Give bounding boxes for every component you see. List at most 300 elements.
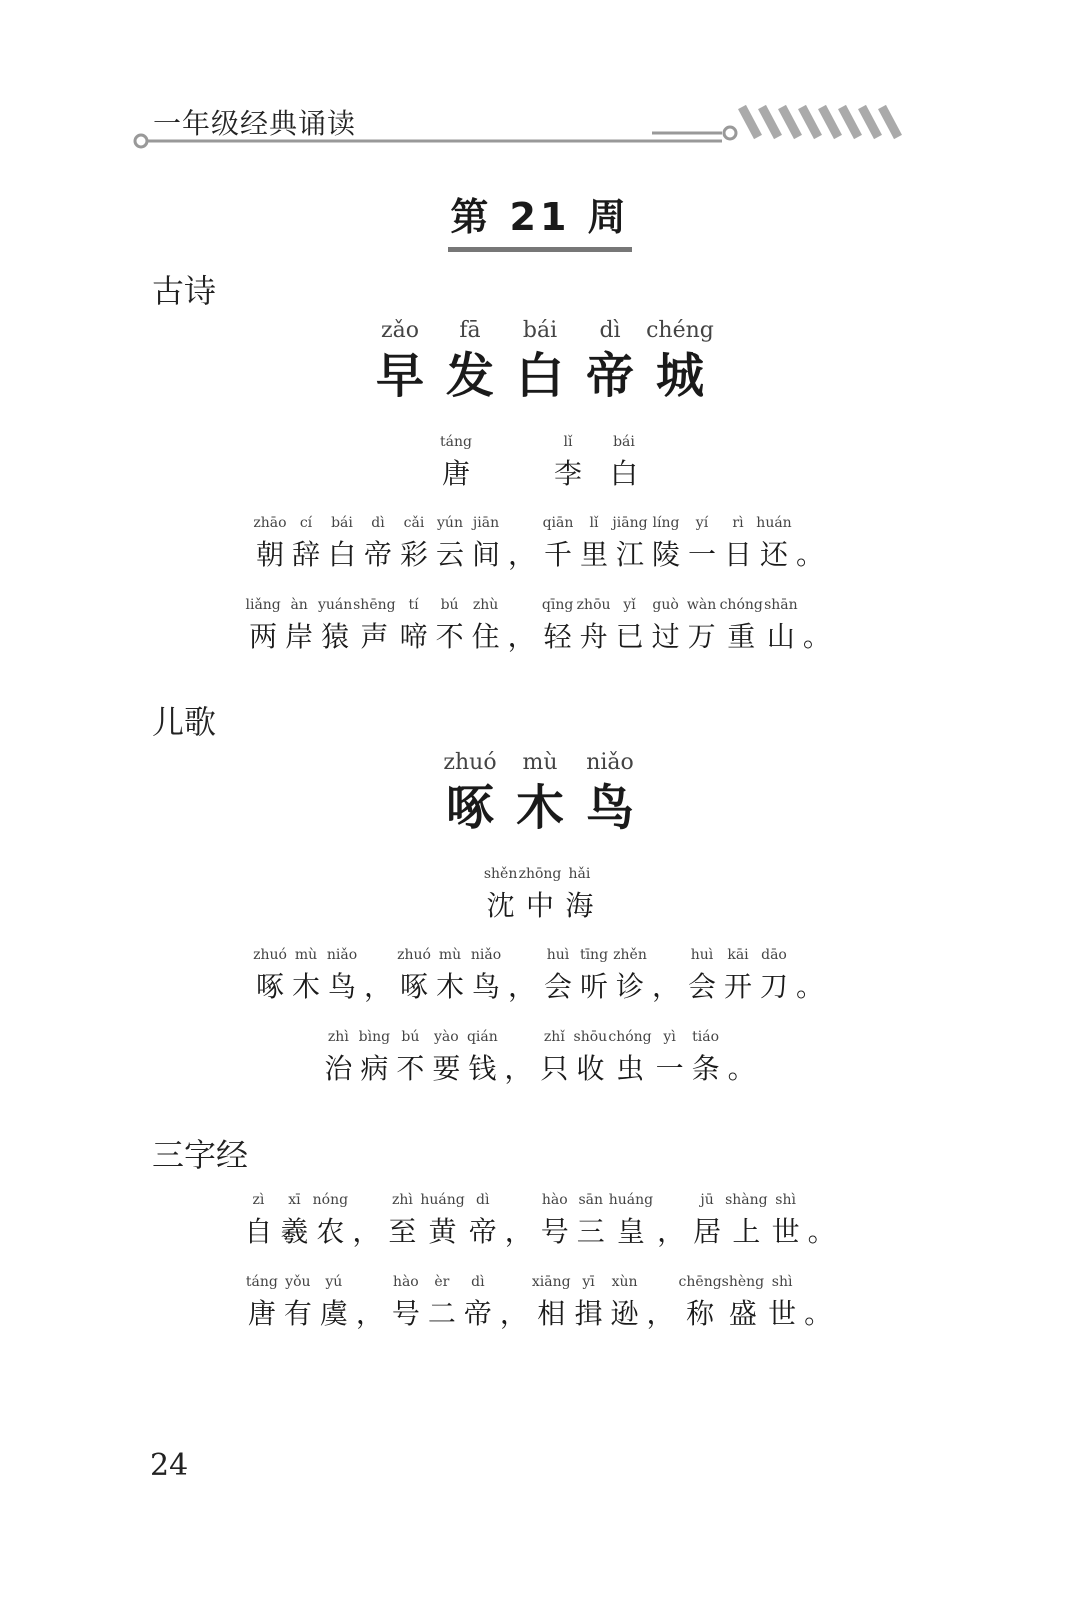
punctuation-mark: ， (355, 1297, 384, 1330)
punctuation-mark: ， (363, 970, 392, 1003)
hanzi: 山 (766, 620, 795, 653)
hanzi: 诊 (615, 970, 644, 1003)
punctuation (799, 597, 835, 655)
hanzi: 上 (732, 1215, 761, 1248)
hanzi: 听 (579, 970, 608, 1003)
character-cell (612, 947, 648, 1005)
pinyin: wàn (686, 597, 717, 613)
pinyin: qiān (542, 515, 574, 531)
pinyin: xiāng (531, 1274, 571, 1290)
hanzi: 称 (686, 1297, 715, 1330)
pinyin: shěn (483, 866, 518, 882)
hanzi: 盛 (728, 1297, 757, 1330)
character-cell (428, 1029, 464, 1087)
hanzi: 舟 (579, 620, 608, 653)
hanzi: 至 (388, 1215, 417, 1248)
hanzi: 声 (360, 620, 389, 653)
character-cell (540, 597, 576, 655)
hanzi: 发 (445, 348, 494, 404)
hanzi: 千 (543, 538, 572, 571)
punctuation-mark: ， (499, 1297, 528, 1330)
pinyin: yǒu (285, 1274, 311, 1290)
hanzi: 早 (375, 348, 424, 404)
character-cell (505, 318, 575, 404)
punctuation (504, 515, 540, 573)
pinyin: fā (459, 318, 481, 343)
character-cell (244, 1274, 280, 1332)
pinyin: yún (437, 515, 463, 531)
classic-line-1 (0, 1192, 1080, 1250)
hanzi: 还 (759, 538, 788, 571)
pinyin: sān (578, 1192, 604, 1208)
character-cell (571, 1274, 607, 1332)
pinyin: hào (392, 1274, 419, 1290)
character-cell (532, 1274, 571, 1332)
character-cell (756, 947, 792, 1005)
character-cell (465, 1192, 501, 1250)
hanzi: 间 (471, 538, 500, 571)
page-number: 24 (150, 1448, 189, 1483)
pinyin: àn (290, 597, 308, 613)
character-cell (432, 597, 468, 655)
pinyin: bái (331, 515, 353, 531)
character-cell (468, 515, 504, 573)
character-cell (316, 1274, 352, 1332)
character-cell (468, 947, 504, 1005)
hanzi: 唐 (247, 1297, 276, 1330)
punctuation (360, 947, 396, 1005)
pinyin: jiān (472, 515, 500, 531)
pinyin: lǐ (563, 434, 573, 450)
character-cell (607, 1274, 643, 1332)
character-cell (684, 515, 720, 573)
character-cell (679, 1274, 722, 1332)
hanzi: 李 (553, 457, 582, 490)
hanzi: 不 (435, 620, 464, 653)
hanzi: 收 (576, 1052, 605, 1085)
character-cell (612, 515, 648, 573)
character-cell (432, 515, 468, 573)
punctuation-mark: 。 (795, 538, 824, 571)
punctuation-mark: 。 (727, 1052, 756, 1085)
pinyin: yuán (317, 597, 353, 613)
character-cell (720, 515, 756, 573)
pinyin: tiáo (692, 1029, 720, 1045)
hanzi: 陵 (651, 538, 680, 571)
song-line-2 (0, 1029, 1080, 1087)
character-cell (575, 750, 645, 836)
character-cell (356, 1029, 392, 1087)
character-cell (240, 1192, 276, 1250)
character-cell (324, 947, 360, 1005)
pinyin: chóng (719, 597, 763, 613)
pinyin: qián (466, 1029, 498, 1045)
hanzi: 帝 (585, 348, 634, 404)
pinyin: zhuó (253, 947, 287, 963)
pinyin: huì (690, 947, 714, 963)
character-cell (540, 434, 596, 492)
pinyin: cí (299, 515, 313, 531)
pinyin: shàng (725, 1192, 768, 1208)
section-label-poem: 古诗 (152, 272, 217, 310)
character-cell (722, 1274, 764, 1332)
character-cell (353, 597, 395, 655)
character-cell (317, 597, 353, 655)
pinyin: tí (408, 597, 419, 613)
character-cell (324, 515, 360, 573)
punctuation-mark: ， (507, 620, 536, 653)
pinyin: xī (288, 1192, 301, 1208)
character-cell (540, 947, 576, 1005)
character-cell (612, 597, 648, 655)
punctuation (653, 1192, 689, 1250)
hanzi: 要 (432, 1052, 461, 1085)
hanzi: 沈 (486, 889, 515, 922)
hanzi: 不 (396, 1052, 425, 1085)
character-cell (756, 515, 792, 573)
hanzi: 木 (291, 970, 320, 1003)
pinyin: niǎo (326, 947, 358, 963)
character-cell (536, 1029, 572, 1087)
pinyin: chóng (608, 1029, 652, 1045)
punctuation-mark: 。 (795, 970, 824, 1003)
week-title: 第 21 周 (448, 186, 631, 252)
hanzi: 帝 (363, 538, 392, 571)
pinyin: zǎo (381, 318, 419, 343)
section-label-classic: 三字经 (152, 1136, 249, 1174)
hanzi: 虞 (319, 1297, 348, 1330)
pinyin: bìng (358, 1029, 391, 1045)
character-cell (609, 1192, 653, 1250)
character-cell (365, 318, 435, 404)
punctuation (643, 1274, 679, 1332)
character-cell (435, 318, 505, 404)
pinyin: chéng (646, 318, 714, 343)
pinyin: shōu (573, 1029, 608, 1045)
pinyin: xùn (611, 1274, 638, 1290)
pinyin: bú (440, 597, 459, 613)
hanzi: 鸟 (585, 780, 634, 836)
punctuation (724, 1029, 760, 1087)
pinyin: huáng (608, 1192, 654, 1208)
punctuation-mark: ， (651, 970, 680, 1003)
hanzi: 揖 (574, 1297, 603, 1330)
character-cell (420, 1192, 464, 1250)
pinyin: zhěn (613, 947, 647, 963)
pinyin: líng (652, 515, 680, 531)
character-cell (464, 1029, 500, 1087)
pinyin: guò (652, 597, 679, 613)
hanzi: 木 (515, 780, 564, 836)
hanzi: 帝 (468, 1215, 497, 1248)
hanzi: 轻 (543, 620, 572, 653)
pinyin: yú (325, 1274, 343, 1290)
character-cell (392, 1029, 428, 1087)
character-cell (576, 947, 612, 1005)
hanzi: 日 (723, 538, 752, 571)
punctuation (792, 947, 828, 1005)
pinyin: shì (771, 1274, 793, 1290)
character-cell (435, 750, 505, 836)
section-label-song: 儿歌 (152, 703, 217, 741)
hanzi: 已 (615, 620, 644, 653)
hanzi: 木 (435, 970, 464, 1003)
hanzi: 黄 (428, 1215, 457, 1248)
pinyin: shèng (721, 1274, 765, 1290)
pinyin: shì (775, 1192, 796, 1208)
pinyin: niǎo (470, 947, 502, 963)
pinyin: yì (663, 1029, 676, 1045)
character-cell (725, 1192, 768, 1250)
hanzi: 彩 (399, 538, 428, 571)
character-cell (424, 1274, 460, 1332)
character-cell (281, 597, 317, 655)
hanzi: 朝 (255, 538, 284, 571)
hanzi: 农 (316, 1215, 345, 1248)
character-cell (573, 1192, 609, 1250)
hanzi: 自 (244, 1215, 273, 1248)
hanzi: 中 (525, 889, 554, 922)
hanzi: 啄 (445, 780, 494, 836)
pinyin: zhāo (253, 515, 287, 531)
pinyin: mù (522, 750, 558, 775)
book-title: 一年级经典诵读 (153, 107, 357, 140)
character-cell (252, 947, 288, 1005)
hanzi: 条 (691, 1052, 720, 1085)
hanzi: 帝 (463, 1297, 492, 1330)
punctuation-mark: ， (504, 1052, 533, 1085)
character-cell (576, 515, 612, 573)
hanzi: 三 (576, 1215, 605, 1248)
hanzi: 啄 (255, 970, 284, 1003)
character-cell (688, 1029, 724, 1087)
pinyin: shēng (353, 597, 396, 613)
pinyin: kāi (727, 947, 749, 963)
hanzi: 世 (771, 1215, 800, 1248)
character-cell (388, 1274, 424, 1332)
pinyin: bú (401, 1029, 420, 1045)
character-cell (360, 515, 396, 573)
punctuation (352, 1274, 388, 1332)
punctuation (800, 1274, 836, 1332)
hanzi: 云 (435, 538, 464, 571)
pinyin: zhōng (518, 866, 562, 882)
character-cell (720, 947, 756, 1005)
pinyin: jū (700, 1192, 714, 1208)
hanzi: 城 (655, 348, 704, 404)
hanzi: 有 (283, 1297, 312, 1330)
pinyin: hǎi (568, 866, 591, 882)
pinyin: dì (471, 1274, 485, 1290)
punctuation (504, 947, 540, 1005)
character-cell (519, 866, 562, 924)
character-cell (537, 1192, 573, 1250)
pinyin: dì (371, 515, 385, 531)
pinyin: yào (434, 1029, 459, 1045)
character-cell (320, 1029, 356, 1087)
punctuation-mark: ， (352, 1215, 381, 1248)
character-cell (505, 750, 575, 836)
pinyin: dì (599, 318, 621, 343)
character-cell (396, 515, 432, 573)
punctuation (504, 597, 540, 655)
poem-title (0, 318, 1080, 404)
character-cell (245, 597, 281, 655)
pinyin: huán (756, 515, 792, 531)
character-cell (484, 434, 540, 492)
hanzi: 两 (249, 620, 278, 653)
character-cell (652, 1029, 688, 1087)
punctuation-mark: ， (507, 538, 536, 571)
hanzi: 虫 (615, 1052, 644, 1085)
hanzi: 住 (471, 620, 500, 653)
character-cell (720, 597, 763, 655)
character-cell (396, 947, 432, 1005)
punctuation (500, 1029, 536, 1087)
pinyin: zì (252, 1192, 265, 1208)
punctuation-mark: ， (657, 1215, 686, 1248)
pinyin: hào (541, 1192, 568, 1208)
character-cell (428, 434, 484, 492)
character-cell (608, 1029, 651, 1087)
pinyin: jiāng (612, 515, 648, 531)
page-header (0, 0, 1080, 160)
punctuation (792, 515, 828, 573)
pinyin: zhì (327, 1029, 349, 1045)
character-cell (645, 318, 715, 404)
poem-line-2 (0, 597, 1080, 655)
poem-author (0, 434, 1080, 492)
character-cell (763, 597, 799, 655)
hanzi: 重 (727, 620, 756, 653)
pinyin: tīng (579, 947, 609, 963)
character-cell (596, 434, 652, 492)
hanzi: 过 (651, 620, 680, 653)
punctuation (648, 947, 684, 1005)
character-cell (576, 597, 612, 655)
character-cell (288, 947, 324, 1005)
character-cell (648, 515, 684, 573)
song-author (0, 866, 1080, 924)
hanzi: 号 (540, 1215, 569, 1248)
character-cell (689, 1192, 725, 1250)
pinyin: yǐ (623, 597, 636, 613)
punctuation-mark: 。 (802, 620, 831, 653)
punctuation-mark: ， (504, 1215, 533, 1248)
pinyin: huì (546, 947, 570, 963)
pinyin: dì (476, 1192, 490, 1208)
pinyin: qīng (541, 597, 574, 613)
hanzi: 鸟 (327, 970, 356, 1003)
hanzi: 羲 (280, 1215, 309, 1248)
punctuation-mark: ， (507, 970, 536, 1003)
hanzi: 世 (768, 1297, 797, 1330)
punctuation (496, 1274, 532, 1332)
hanzi: 辞 (291, 538, 320, 571)
hanzi: 万 (687, 620, 716, 653)
punctuation (348, 1192, 384, 1250)
hanzi: 只 (540, 1052, 569, 1085)
character-cell (572, 1029, 608, 1087)
poem-line-1 (0, 515, 1080, 573)
pinyin: shān (764, 597, 798, 613)
pinyin: yī (582, 1274, 595, 1290)
hanzi: 白 (327, 538, 356, 571)
hanzi: 江 (615, 538, 644, 571)
character-cell (468, 597, 504, 655)
character-cell (648, 597, 684, 655)
hanzi: 一 (655, 1052, 684, 1085)
hanzi: 相 (537, 1297, 566, 1330)
character-cell (483, 866, 519, 924)
character-cell (561, 866, 597, 924)
song-line-1 (0, 947, 1080, 1005)
punctuation (804, 1192, 840, 1250)
hanzi: 开 (723, 970, 752, 1003)
character-cell (280, 1274, 316, 1332)
hanzi: 鸟 (471, 970, 500, 1003)
character-cell (684, 597, 720, 655)
hanzi: 一 (687, 538, 716, 571)
hanzi: 里 (579, 538, 608, 571)
header-stripes (742, 107, 898, 137)
character-cell (276, 1192, 312, 1250)
pinyin: zhù (472, 597, 499, 613)
hanzi: 二 (427, 1297, 456, 1330)
character-cell (384, 1192, 420, 1250)
hanzi: 海 (565, 889, 594, 922)
hanzi: 刀 (759, 970, 788, 1003)
character-cell (768, 1192, 804, 1250)
hanzi: 岸 (285, 620, 314, 653)
hanzi: 啼 (399, 620, 428, 653)
classic-line-2 (0, 1274, 1080, 1332)
pinyin: èr (434, 1274, 450, 1290)
pinyin: mù (294, 947, 318, 963)
pinyin: rì (732, 515, 744, 531)
character-cell (396, 597, 432, 655)
song-title (0, 750, 1080, 836)
character-cell (460, 1274, 496, 1332)
pinyin: táng (440, 434, 472, 450)
pinyin: zhōu (576, 597, 611, 613)
pinyin: liǎng (245, 597, 281, 613)
pinyin: cǎi (403, 515, 425, 531)
character-cell (288, 515, 324, 573)
pinyin: bái (522, 318, 558, 343)
hanzi: 猿 (321, 620, 350, 653)
week-heading (0, 186, 1080, 252)
hanzi: 会 (687, 970, 716, 1003)
punctuation-mark: 。 (807, 1215, 836, 1248)
pinyin: zhuó (397, 947, 431, 963)
hanzi: 逊 (610, 1297, 639, 1330)
pinyin: zhǐ (543, 1029, 565, 1045)
hanzi: 白 (609, 457, 638, 490)
pinyin: dāo (761, 947, 787, 963)
pinyin: bái (613, 434, 635, 450)
pinyin: huáng (420, 1192, 465, 1208)
hanzi: 号 (391, 1297, 420, 1330)
hanzi: 钱 (468, 1052, 497, 1085)
character-cell (252, 515, 288, 573)
character-cell (540, 515, 576, 573)
character-cell (312, 1192, 348, 1250)
punctuation-mark: 。 (804, 1297, 833, 1330)
pinyin: niǎo (586, 750, 634, 775)
hanzi: 会 (543, 970, 572, 1003)
pinyin: zhì (391, 1192, 413, 1208)
